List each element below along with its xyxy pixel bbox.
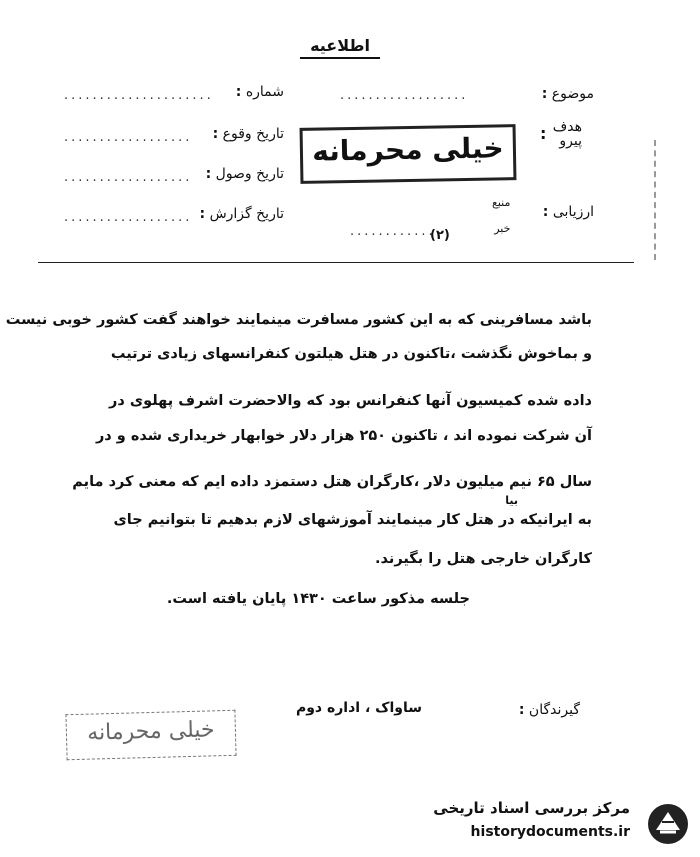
body-line-1: باشد مسافرینی که به این کشور مسافرت مینمایند خواهند گفت کشور خوبی نیست: [5, 312, 592, 328]
subject-dots: ..................: [340, 88, 469, 103]
report-date-label: [200, 206, 285, 222]
body-line-5: سال ۶۵ نیم میلیون دلار ،کارگران هتل دستمزد داده ایم که معنی کرد مایم: [72, 474, 592, 490]
target-colon: :: [540, 124, 547, 143]
recipients-label-text: گیرندگان: [528, 702, 580, 718]
body-line-2: و بماخوش نگذشت ،تاکنون در هتل هیلتون کنفرانسهای زیادی ترتیب: [110, 346, 592, 362]
body-line-7: کارگران خارجی هتل را بگیرند.: [375, 551, 592, 567]
receipt-date-label: [206, 166, 284, 182]
report-date-label-text: تاریخ گزارش: [209, 206, 284, 222]
recipients-value: ساواک ، اداره دوم: [295, 700, 422, 716]
archive-logo-icon: [646, 802, 690, 846]
evaluation-label: [543, 204, 594, 220]
header-divider: [38, 262, 634, 263]
number-label: [236, 84, 284, 100]
news-label: خبر: [494, 222, 511, 235]
report-date-colon: :: [199, 206, 206, 222]
number-colon: :: [235, 84, 242, 100]
body-line-insert: بیا: [505, 494, 518, 507]
subject-colon: :: [541, 86, 548, 102]
page-number: (۲): [430, 228, 450, 243]
evaluation-colon: :: [542, 204, 549, 220]
event-date-label: [213, 126, 284, 142]
classification-stamp-bottom: [65, 710, 236, 760]
receipt-date-label-text: تاریخ وصول: [215, 166, 284, 182]
body-line-3: داده شده کمیسیون آنها کنفرانس بود که والاحضرت اشرف پهلوی در: [109, 393, 592, 409]
source-news-labels: [492, 190, 510, 242]
receipt-date-colon: :: [205, 166, 212, 182]
stamp-bottom-text: خیلی محرمانه: [86, 717, 215, 746]
watermark-url: historydocuments.ir: [470, 824, 630, 840]
target-label: هدف: [552, 119, 582, 135]
recipients-colon: :: [518, 702, 525, 718]
document-title: اطلاعیه: [300, 36, 380, 59]
subject-label: [542, 86, 594, 102]
number-dots: .....................: [64, 88, 214, 103]
event-date-dots: ..................: [64, 130, 193, 145]
source-label: منبع: [492, 196, 511, 209]
number-label-text: شماره: [245, 84, 284, 100]
event-date-label-text: تاریخ وقوع: [222, 126, 284, 142]
report-date-dots: ..................: [64, 210, 193, 225]
evaluation-label-text: ارزیابی: [552, 204, 594, 220]
watermark-name: مرکز بررسی اسناد تاریخی: [433, 799, 630, 817]
target-follow-label: [553, 120, 582, 148]
body-line-8: جلسه مذکور ساعت ۱۴۳۰ پایان یافته است.: [166, 591, 470, 607]
recipients-label: [519, 702, 580, 718]
news-dots: ............: [350, 224, 436, 239]
receipt-date-dots: ..................: [64, 170, 193, 185]
archive-watermark: [414, 796, 694, 852]
right-edge-marks: [646, 140, 656, 260]
body-line-4: آن شرکت نموده اند ، تاکنون ۲۵۰ هزار دلار خوابهار خریداری شده و در: [95, 428, 592, 444]
event-date-colon: :: [212, 126, 219, 142]
subject-label-text: موضوع: [551, 86, 594, 102]
body-line-6: به ایرانیکه در هتل کار مینمایند آموزشهای لازم بدهیم تا بتوانیم جای: [113, 512, 592, 528]
stamp-top-text: خیلی محرمانه: [311, 131, 504, 168]
follow-label: پیرو: [559, 133, 582, 149]
classification-stamp-top: [300, 124, 517, 184]
